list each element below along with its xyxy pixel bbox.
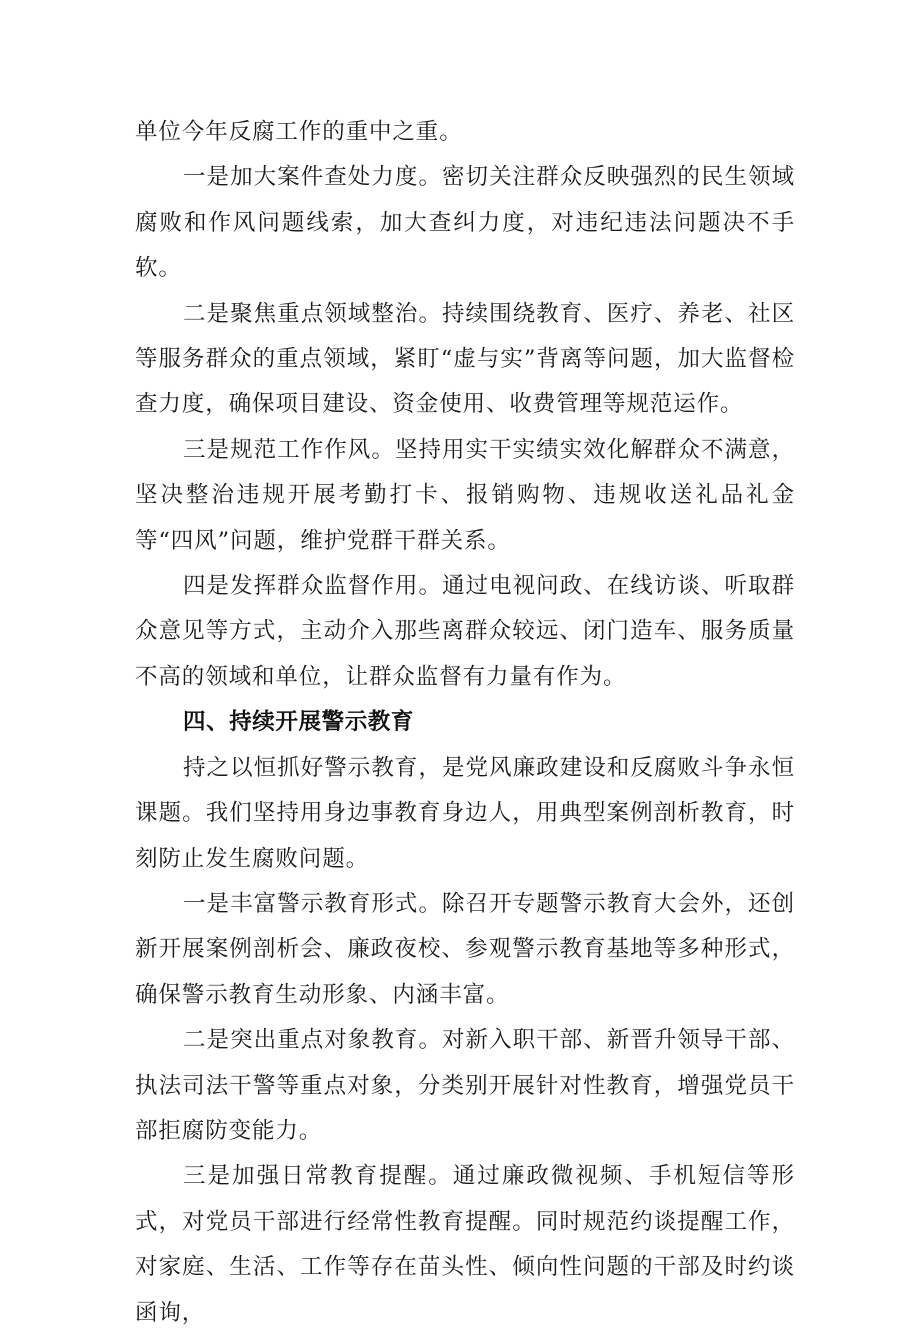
- document-body: [135, 110, 795, 1336]
- paragraph-education-forms: 一是丰富警示教育形式。除召开专题警示教育大会外，还创新开展案例剖析会、廉政夜校、参观警示教育基地等多种形式，确保警示教育生动形象、内涵丰富。: [135, 890, 795, 1008]
- section-heading: 四、持续开展警示教育: [183, 709, 415, 736]
- paragraph-warning-education-intro: 持之以恒抓好警示教育，是党风廉政建设和反腐败斗争永恒课题。我们坚持用身边事教育身边人，用典型案例剖析教育，时刻防止发生腐败问题。: [135, 754, 795, 872]
- paragraph-key-areas: 二是聚焦重点领域整治。持续围绕教育、医疗、养老、社区等服务群众的重点领域，紧盯“虚与实”背离等问题，加大监督检查力度，确保项目建设、资金使用、收费管理等规范运作。: [135, 300, 795, 418]
- paragraph-work-style: 三是规范工作作风。坚持用实干实绩实效化解群众不满意，坚决整治违规开展考勤打卡、报销购物、违规收送礼品礼金等“四风”问题，维护党群干群关系。: [135, 436, 795, 554]
- paragraph-continuation: 单位今年反腐工作的重中之重。: [135, 119, 463, 145]
- paragraph-public-supervision: 四是发挥群众监督作用。通过电视问政、在线访谈、听取群众意见等方式，主动介入那些离群众较远、闭门造车、服务质量不高的领域和单位，让群众监督有力量有作为。: [135, 573, 795, 690]
- paragraph-key-targets: 二是突出重点对象教育。对新入职干部、新晋升领导干部、执法司法干警等重点对象，分类别开展针对性教育，增强党员干部拒腐防变能力。: [135, 1027, 795, 1144]
- paragraph-case-investigation: 一是加大案件查处力度。密切关注群众反映强烈的民生领域腐败和作风问题线索，加大查纠力度，对违纪违法问题决不手软。: [135, 164, 795, 282]
- paragraph-daily-reminders: 三是加强日常教育提醒。通过廉政微视频、手机短信等形式，对党员干部进行经常性教育提醒。同时规范约谈提醒工作，对家庭、生活、工作等存在苗头性、倾向性问题的干部及时约谈函询，: [135, 1163, 795, 1326]
